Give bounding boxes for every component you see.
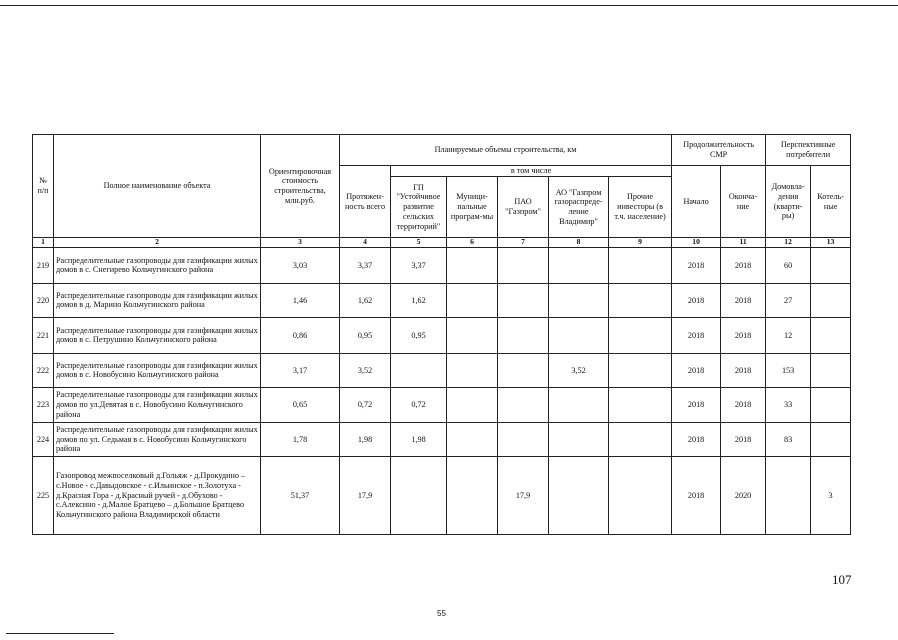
cell-boilers bbox=[811, 387, 851, 422]
header-start: Начало bbox=[672, 166, 721, 238]
cell-start: 2018 bbox=[672, 387, 721, 422]
cell-boilers bbox=[811, 353, 851, 387]
col-number: 9 bbox=[609, 238, 672, 248]
col-number: 12 bbox=[766, 238, 811, 248]
cell-households: 33 bbox=[766, 387, 811, 422]
page-number: 107 bbox=[832, 572, 852, 587]
cell-gazprom: 17,9 bbox=[498, 456, 549, 534]
top-rule bbox=[0, 5, 898, 6]
cell-households: 153 bbox=[766, 353, 811, 387]
cell-gp: 1,62 bbox=[391, 283, 447, 317]
cell-boilers bbox=[811, 422, 851, 456]
cell-gp: 0,72 bbox=[391, 387, 447, 422]
cell-length: 1,62 bbox=[340, 283, 391, 317]
cell-length: 3,37 bbox=[340, 247, 391, 283]
cell-gazprom bbox=[498, 353, 549, 387]
cell-cost: 0,65 bbox=[261, 387, 340, 422]
cell-cost: 1,78 bbox=[261, 422, 340, 456]
cell-cost: 1,46 bbox=[261, 283, 340, 317]
header-duration: Продолжительность СМР bbox=[672, 135, 766, 166]
cell-boilers: 3 bbox=[811, 456, 851, 534]
cell-length: 0,95 bbox=[340, 317, 391, 353]
col-number: 7 bbox=[498, 238, 549, 248]
col-number: 2 bbox=[54, 238, 261, 248]
cell-gazprom bbox=[498, 422, 549, 456]
cell-ao bbox=[549, 422, 609, 456]
table-body bbox=[33, 247, 851, 534]
cell-households: 27 bbox=[766, 283, 811, 317]
col-number: 13 bbox=[811, 238, 851, 248]
cell-gazprom bbox=[498, 247, 549, 283]
cell-other bbox=[609, 387, 672, 422]
table-row bbox=[33, 456, 851, 534]
cell-end: 2018 bbox=[721, 422, 766, 456]
cell-municipal bbox=[447, 283, 498, 317]
cell-name: Газопровод межпоселковый д.Гольяж - д.Прокудино – с.Новое - с.Давыдовское - с.Ильинское - п.Золотуха - д.Красная Гора - д.Красный ручей - д.Обухово - с.Алексино - д.Малое Братцево – д.Большое Братцево Кольчугинского района Владимирской области bbox=[54, 456, 261, 534]
cell-cost: 0,86 bbox=[261, 317, 340, 353]
cell-other bbox=[609, 456, 672, 534]
cell-name: Распределительные газопроводы для газификации жилых домов по ул.Девятая в с. Новобусино Кольчугинского района bbox=[54, 387, 261, 422]
table-row bbox=[33, 247, 851, 283]
cell-start: 2018 bbox=[672, 353, 721, 387]
header-consumers: Перспективные потребители bbox=[766, 135, 851, 166]
cell-ao bbox=[549, 317, 609, 353]
cell-gp: 3,37 bbox=[391, 247, 447, 283]
cell-municipal bbox=[447, 353, 498, 387]
cell-boilers bbox=[811, 283, 851, 317]
col-number: 10 bbox=[672, 238, 721, 248]
cell-gp bbox=[391, 456, 447, 534]
header-planned: Планируемые объемы строительства, км bbox=[340, 135, 672, 166]
header-households: Домовла-дения (кварти-ры) bbox=[766, 166, 811, 238]
cell-end: 2018 bbox=[721, 283, 766, 317]
cell-municipal bbox=[447, 317, 498, 353]
cell-name: Распределительные газопроводы для газификации жилых домов по ул. Седьмая в с. Новобусино Кольчугинского района bbox=[54, 422, 261, 456]
header-including: в том числе bbox=[391, 166, 672, 177]
header-ao: АО "Газпром газораспреде-ление Владимир" bbox=[549, 177, 609, 238]
cell-cost: 3,03 bbox=[261, 247, 340, 283]
cell-start: 2018 bbox=[672, 247, 721, 283]
col-number: 4 bbox=[340, 238, 391, 248]
cell-other bbox=[609, 422, 672, 456]
cell-households: 83 bbox=[766, 422, 811, 456]
header-gp: ГП "Устойчивое развитие сельских территорий" bbox=[391, 177, 447, 238]
cell-municipal bbox=[447, 387, 498, 422]
cell-length: 3,52 bbox=[340, 353, 391, 387]
cell-other bbox=[609, 247, 672, 283]
cell-end: 2018 bbox=[721, 387, 766, 422]
cell-gp: 1,98 bbox=[391, 422, 447, 456]
cell-end: 2018 bbox=[721, 353, 766, 387]
cell-gazprom bbox=[498, 387, 549, 422]
col-number: 1 bbox=[33, 238, 54, 248]
table-row bbox=[33, 353, 851, 387]
cell-other bbox=[609, 317, 672, 353]
table-row bbox=[33, 317, 851, 353]
cell-name: Распределительные газопроводы для газификации жилых домов в д. Марино Кольчугинского района bbox=[54, 283, 261, 317]
cell-num: 221 bbox=[33, 317, 54, 353]
cell-households bbox=[766, 456, 811, 534]
cell-num: 225 bbox=[33, 456, 54, 534]
table-row bbox=[33, 283, 851, 317]
bottom-rule bbox=[6, 633, 114, 634]
header-boilers: Котель-ные bbox=[811, 166, 851, 238]
cell-gazprom bbox=[498, 283, 549, 317]
col-number: 6 bbox=[447, 238, 498, 248]
cell-end: 2018 bbox=[721, 247, 766, 283]
cell-name: Распределительные газопроводы для газификации жилых домов в с. Петрушино Кольчугинского района bbox=[54, 317, 261, 353]
header-length: Протяжен-ность всего bbox=[340, 166, 391, 238]
cell-length: 17,9 bbox=[340, 456, 391, 534]
cell-num: 219 bbox=[33, 247, 54, 283]
cell-other bbox=[609, 283, 672, 317]
table-row bbox=[33, 422, 851, 456]
footer-number: 55 bbox=[437, 609, 446, 618]
gasification-table bbox=[32, 134, 851, 535]
header-gazprom: ПАО "Газпром" bbox=[498, 177, 549, 238]
cell-ao bbox=[549, 283, 609, 317]
cell-households: 60 bbox=[766, 247, 811, 283]
cell-municipal bbox=[447, 247, 498, 283]
cell-households: 12 bbox=[766, 317, 811, 353]
header-municipal: Муници-пальные програм-мы bbox=[447, 177, 498, 238]
table-row bbox=[33, 387, 851, 422]
cell-gazprom bbox=[498, 317, 549, 353]
cell-num: 224 bbox=[33, 422, 54, 456]
cell-name: Распределительные газопроводы для газификации жилых домов в с. Новобусино Кольчугинского района bbox=[54, 353, 261, 387]
cell-municipal bbox=[447, 456, 498, 534]
header-cost: Ориентировочная стоимость строительства, млн.руб. bbox=[261, 135, 340, 238]
cell-num: 220 bbox=[33, 283, 54, 317]
cell-other bbox=[609, 353, 672, 387]
cell-cost: 3,17 bbox=[261, 353, 340, 387]
cell-gp: 0,95 bbox=[391, 317, 447, 353]
col-number: 11 bbox=[721, 238, 766, 248]
cell-ao bbox=[549, 387, 609, 422]
cell-start: 2018 bbox=[672, 317, 721, 353]
cell-ao bbox=[549, 247, 609, 283]
header-end: Оконча-ние bbox=[721, 166, 766, 238]
cell-start: 2018 bbox=[672, 456, 721, 534]
cell-end: 2020 bbox=[721, 456, 766, 534]
cell-boilers bbox=[811, 247, 851, 283]
cell-ao bbox=[549, 456, 609, 534]
header-other: Прочие инвесторы (в т.ч. население) bbox=[609, 177, 672, 238]
cell-length: 0,72 bbox=[340, 387, 391, 422]
cell-length: 1,98 bbox=[340, 422, 391, 456]
cell-num: 223 bbox=[33, 387, 54, 422]
col-number: 5 bbox=[391, 238, 447, 248]
cell-name: Распределительные газопроводы для газификации жилых домов в с. Снегирево Кольчугинского района bbox=[54, 247, 261, 283]
cell-municipal bbox=[447, 422, 498, 456]
cell-start: 2018 bbox=[672, 422, 721, 456]
cell-ao: 3,52 bbox=[549, 353, 609, 387]
cell-start: 2018 bbox=[672, 283, 721, 317]
cell-gp bbox=[391, 353, 447, 387]
cell-boilers bbox=[811, 317, 851, 353]
col-number: 8 bbox=[549, 238, 609, 248]
header-num: № п/п bbox=[33, 135, 54, 238]
col-number: 3 bbox=[261, 238, 340, 248]
cell-cost: 51,37 bbox=[261, 456, 340, 534]
cell-end: 2018 bbox=[721, 317, 766, 353]
cell-num: 222 bbox=[33, 353, 54, 387]
header-name: Полное наименование объекта bbox=[54, 135, 261, 238]
